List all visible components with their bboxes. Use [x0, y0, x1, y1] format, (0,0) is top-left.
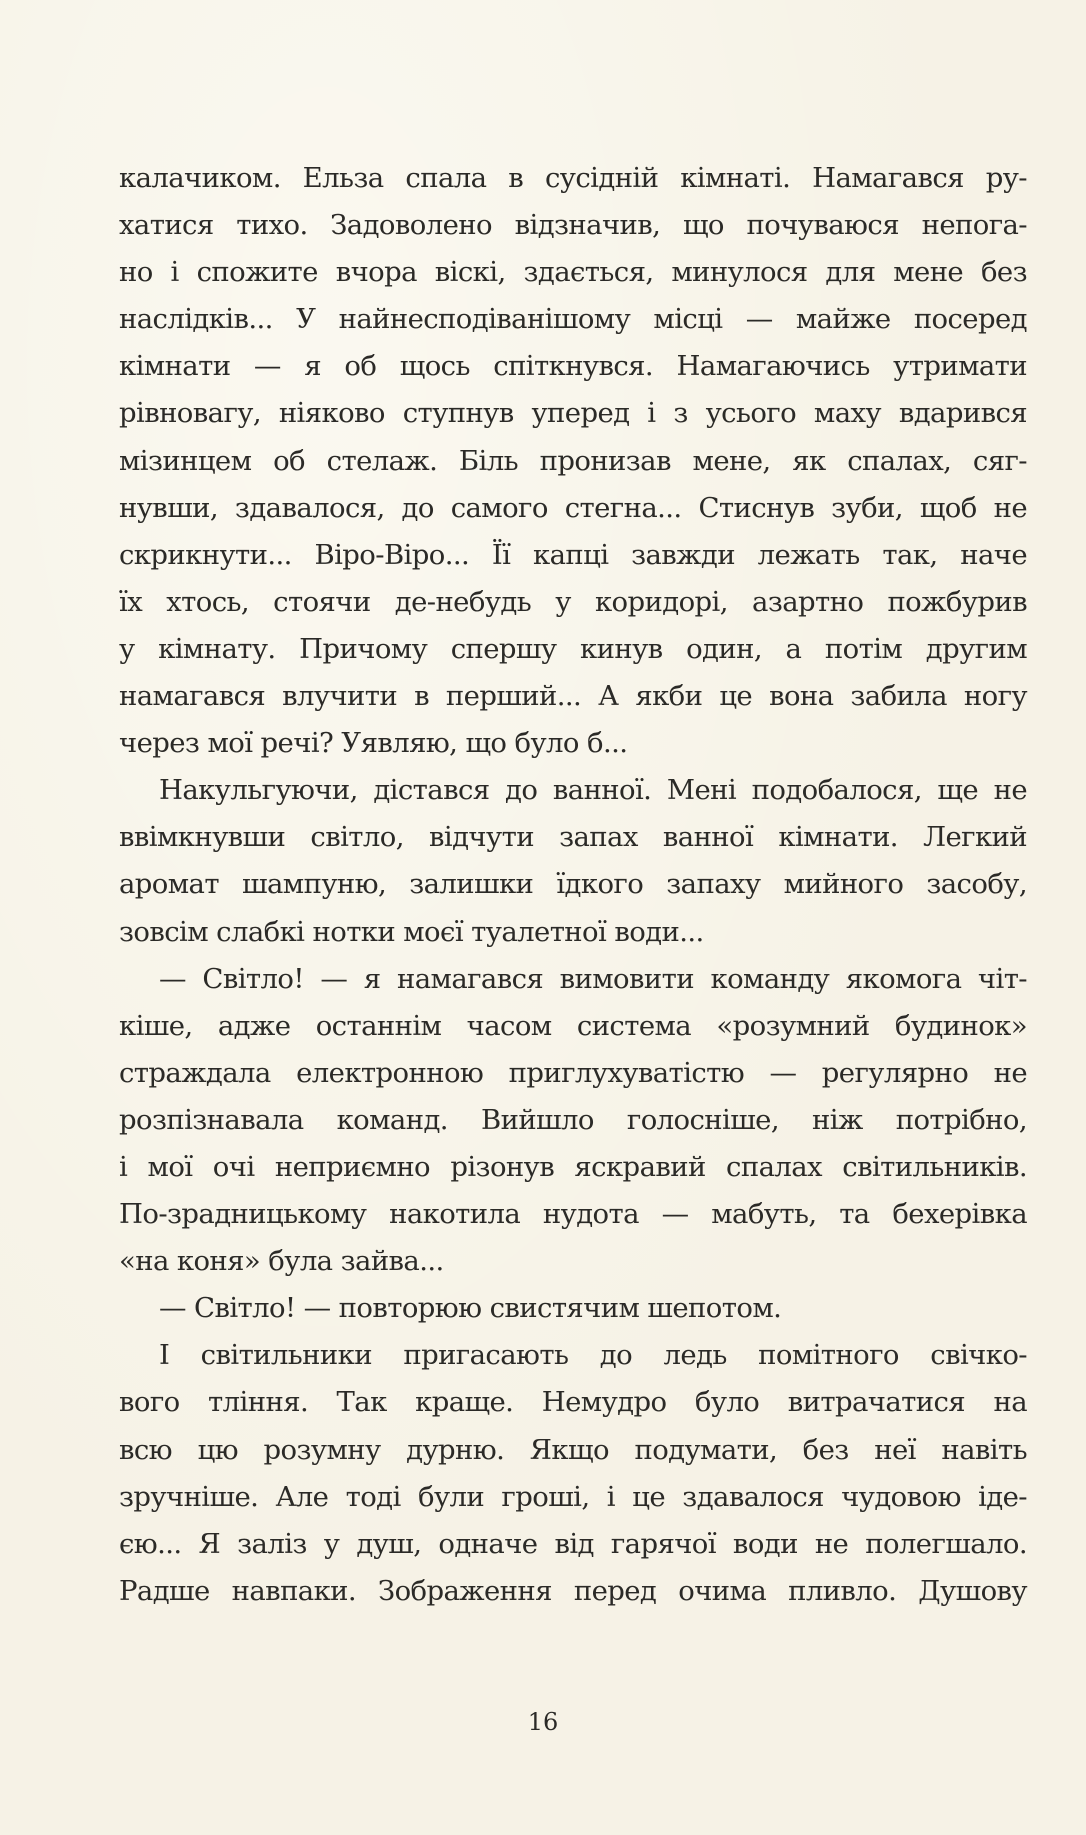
text-line: кімнати — я об щось спіткнувся. Намагаючись утримати	[119, 350, 1027, 383]
text-line: зручніше. Але тоді були гроші, і це здавалося чудовою іде-	[119, 1480, 1027, 1513]
text-line: Радше навпаки. Зображення перед очима пливло. Душову	[119, 1574, 1027, 1607]
text-line: намагався влучити в перший... А якби це вона забила ногу	[119, 680, 1027, 713]
text-line: вого тління. Так краще. Немудро було витрачатися на	[119, 1386, 1027, 1419]
page-number: 16	[527, 1708, 559, 1736]
text-line: мізинцем об стелаж. Біль пронизав мене, як спалах, сяг-	[119, 444, 1027, 477]
text-line: І світильники пригасають до ледь помітного свічко-	[159, 1339, 1027, 1372]
text-line: аромат шампуню, залишки їдкого запаху мийного засобу,	[119, 868, 1027, 901]
text-line: наслідків... У найнесподіванішому місці — майже посеред	[119, 303, 1027, 336]
text-line: — Світло! — я намагався вимовити команду якомога чіт-	[159, 962, 1027, 995]
text-line: єю... Я заліз у душ, одначе від гарячої води не полегшало.	[119, 1527, 1027, 1560]
text-line: зовсім слабкі нотки моєї туалетної води...	[119, 915, 704, 948]
text-line: страждала електронною приглухуватістю — регулярно не	[119, 1056, 1027, 1089]
text-line: через мої речі? Уявляю, що було б...	[119, 727, 628, 760]
text-line: всю цю розумну дурню. Якщо подумати, без неї навіть	[119, 1433, 1027, 1466]
text-line: рівновагу, ніяково ступнув уперед і з усього маху вдарився	[119, 397, 1027, 430]
text-line: «на коня» була зайва...	[119, 1245, 444, 1278]
text-line: Накульгуючи, дістався до ванної. Мені подобалося, ще не	[159, 774, 1027, 807]
text-line: і мої очі неприємно різонув яскравий спалах світильників.	[119, 1150, 1027, 1183]
text-line: но і спожите вчора віскі, здається, минулося для мене без	[119, 256, 1027, 289]
text-line: хатися тихо. Задоволено відзначив, що почуваюся непога-	[119, 209, 1027, 242]
text-line: нувши, здавалося, до самого стегна... Стиснув зуби, щоб не	[119, 491, 1027, 524]
text-line: їх хтось, стоячи де-небудь у коридорі, азартно пожбурив	[119, 585, 1027, 618]
body-text	[119, 155, 1027, 1615]
text-line: По-зрадницькому накотила нудота — мабуть, та бехерівка	[119, 1198, 1027, 1231]
text-line: ввімкнувши світло, відчути запах ванної кімнати. Легкий	[119, 821, 1027, 854]
text-line: кіше, адже останнім часом система «розумний будинок»	[119, 1009, 1027, 1042]
text-line: — Світло! — повторюю свистячим шепотом.	[159, 1292, 782, 1325]
text-line: скрикнути... Віро-Віро... Її капці завжди лежать так, наче	[119, 538, 1027, 571]
text-line: у кімнату. Причому спершу кинув один, а потім другим	[119, 632, 1027, 665]
text-line: калачиком. Ельза спала в сусідній кімнаті. Намагався ру-	[119, 162, 1027, 194]
text-line: розпізнавала команд. Вийшло голосніше, ніж потрібно,	[119, 1103, 1027, 1136]
